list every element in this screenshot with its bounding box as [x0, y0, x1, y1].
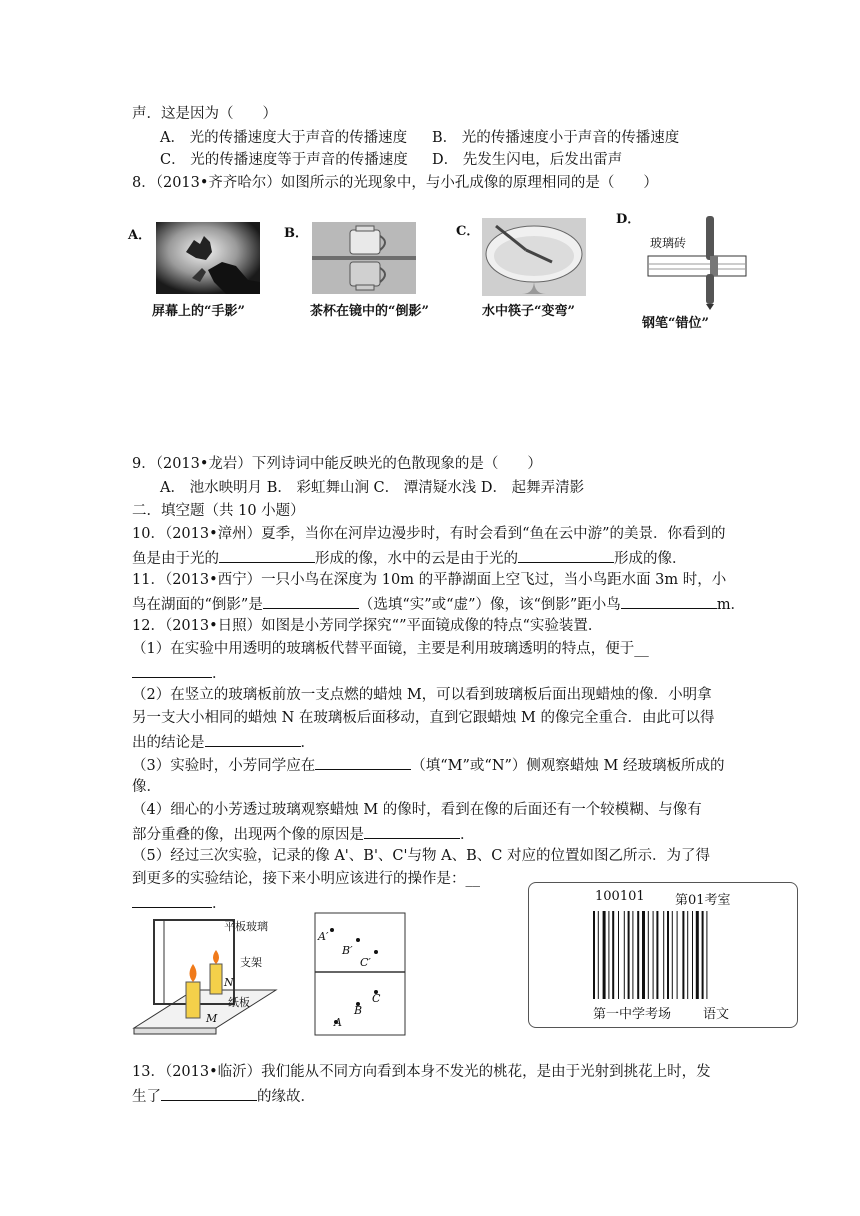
q13-line1: 13．（2013•临沂）我们能从不同方向看到本身不发光的桃花，是由于光射到挑花上时，发 [132, 1064, 711, 1080]
answer-blank[interactable] [161, 1085, 257, 1101]
q10-text-c: 形成的像． [614, 551, 687, 567]
flat-glass-label: 平板玻璃 [224, 920, 268, 933]
point-a-prime: A′ [318, 930, 329, 943]
q12-part3-text-b: （填“M”或“N”）侧观察蜡烛 M 经玻璃板所成的 [411, 758, 725, 774]
q8-caption-a: 屏幕上的“手影” [152, 304, 245, 319]
point-a: A [334, 1016, 342, 1029]
q12-part5-line1: （5）经过三次实验，记录的像 A'、B'、C'与物 A、B、C 对应的位置如图乙所示．为了得 [132, 848, 710, 864]
q13-line2 [132, 1085, 315, 1107]
section-title: 二．填空题（共 10 小题） [132, 503, 305, 519]
q12-part3-line2: 像． [132, 779, 161, 795]
exam-room: 第01考室 [675, 893, 731, 908]
q12-part4-end: ． [460, 827, 475, 843]
q9-stem: 9．（2013•龙岩）下列诗词中能反映光的色散现象的是（ ） [132, 456, 542, 472]
q8-label-b: B． [284, 226, 308, 241]
q7-option-a: A． 光的传播速度大于声音的传播速度 [160, 130, 408, 146]
q12-part4-line1: （4）细心的小芳透过玻璃观察蜡烛 M 的像时，看到在像的后面还有一个较模糊、与像有 [132, 802, 702, 818]
answer-blank[interactable] [132, 662, 212, 678]
answer-blank[interactable] [132, 892, 212, 908]
q12-stem: 12．（2013•日照）如图是小芳同学探究“”平面镜成像的特点“实验装置． [132, 618, 603, 634]
answer-blank[interactable] [219, 547, 315, 563]
q13-text-b: 的缘故． [257, 1089, 315, 1105]
point-c-prime: C′ [360, 956, 371, 969]
cup-mirror-image [312, 222, 416, 294]
pen-glass-image [640, 214, 750, 310]
q12-part3-text-a: （3）实验时，小芳同学应在 [132, 758, 316, 774]
q12-part1-line2 [132, 662, 227, 684]
q12-part4-line2 [132, 823, 475, 845]
q8-label-c: C． [456, 224, 480, 239]
candle-n-label: N [224, 976, 234, 989]
holder-label: 支架 [240, 956, 262, 969]
q8-label-a: A． [128, 228, 152, 243]
q11-line2 [132, 593, 745, 615]
hand-shadow-image [156, 222, 260, 294]
board-label: 纸板 [228, 996, 250, 1009]
q11-text-c: m． [716, 597, 746, 613]
q10-text-a: 鱼是由于光的 [132, 551, 219, 567]
q7-tail-line: 声．这是因为（ ） [132, 106, 277, 122]
answer-blank[interactable] [364, 823, 460, 839]
q11-line1: 11．（2013•西宁）一只小鸟在深度为 10m 的平静湖面上空飞过，当小鸟距水面 3m 时，小 [132, 572, 727, 588]
q10-line2 [132, 547, 687, 569]
q12-part4-text: 部分重叠的像，出现两个像的原因是 [132, 827, 364, 843]
answer-blank[interactable] [621, 593, 717, 609]
barcode-number: 100101 [595, 889, 645, 904]
point-b-prime: B′ [342, 944, 353, 957]
q8-label-d: D． [616, 212, 641, 227]
exam-subject: 语文 [703, 1007, 730, 1022]
q12-part2-end: ． [300, 735, 315, 751]
q12-part5-end: ． [212, 896, 227, 912]
q8-caption-d: 钢笔“错位” [642, 316, 709, 331]
q7-option-d: D． 先发生闪电，后发出雷声 [432, 152, 623, 168]
glass-brick-label: 玻璃砖 [650, 236, 687, 250]
q12-part2-line3 [132, 731, 315, 753]
candle-m-label: M [206, 1012, 218, 1025]
q12-part2-line2: 另一支大小相同的蜡烛 N 在玻璃板后面移动，直到它跟蜡烛 M 的像完全重合．由此可以得 [132, 710, 715, 726]
q10-line1: 10．（2013•漳州）夏季，当你在河岸边漫步时，有时会看到“鱼在云中游”的美景．你看到的 [132, 526, 726, 542]
q12-part1-end: ． [212, 666, 227, 682]
answer-blank[interactable] [205, 731, 301, 747]
barcode-image [593, 911, 733, 999]
q8-caption-c: 水中筷子“变弯” [482, 304, 575, 319]
q13-text-a: 生了 [132, 1089, 161, 1105]
q7-option-c: C． 光的传播速度等于声音的传播速度 [160, 152, 408, 168]
point-c: C [372, 992, 381, 1005]
q12-part3-line1 [132, 754, 724, 776]
q12-part5-line2: 到更多的实验结论，接下来小明应该进行的操作是：__ [132, 871, 480, 887]
exam-barcode-card [528, 882, 798, 1028]
exam-school: 第一中学考场 [593, 1007, 672, 1022]
answer-blank[interactable] [315, 754, 411, 770]
q12-part1-line1: （1）在实验中用透明的玻璃板代替平面镜，主要是利用玻璃透明的特点，便于__ [132, 641, 649, 657]
point-b: B [354, 1004, 363, 1017]
q12-part2-line1: （2）在竖立的玻璃板前放一支点燃的蜡烛 M，可以看到玻璃板后面出现蜡烛的像．小明拿 [132, 687, 712, 703]
answer-blank[interactable] [518, 547, 614, 563]
bowl-chopstick-image [482, 218, 586, 296]
q12-part5-line3 [132, 892, 227, 914]
q7-option-b: B． 光的传播速度小于声音的传播速度 [432, 130, 680, 146]
q8-caption-b: 茶杯在镜中的“倒影” [310, 304, 429, 319]
q11-text-b: （选填“实”或“虚”）像，该“倒影”距小鸟 [358, 597, 621, 613]
q12-part2-text: 出的结论是 [132, 735, 205, 751]
q10-text-b: 形成的像，水中的云是由于光的 [315, 551, 518, 567]
q11-text-a: 鸟在湖面的“倒影”是 [132, 597, 263, 613]
q8-stem: 8．（2013•齐齐哈尔）如图所示的光现象中，与小孔成像的原理相同的是（ ） [132, 175, 658, 191]
q9-options: A． 池水映明月 B． 彩虹舞山涧 C． 潭清疑水浅 D． 起舞弄清影 [160, 480, 585, 496]
answer-blank[interactable] [263, 593, 359, 609]
